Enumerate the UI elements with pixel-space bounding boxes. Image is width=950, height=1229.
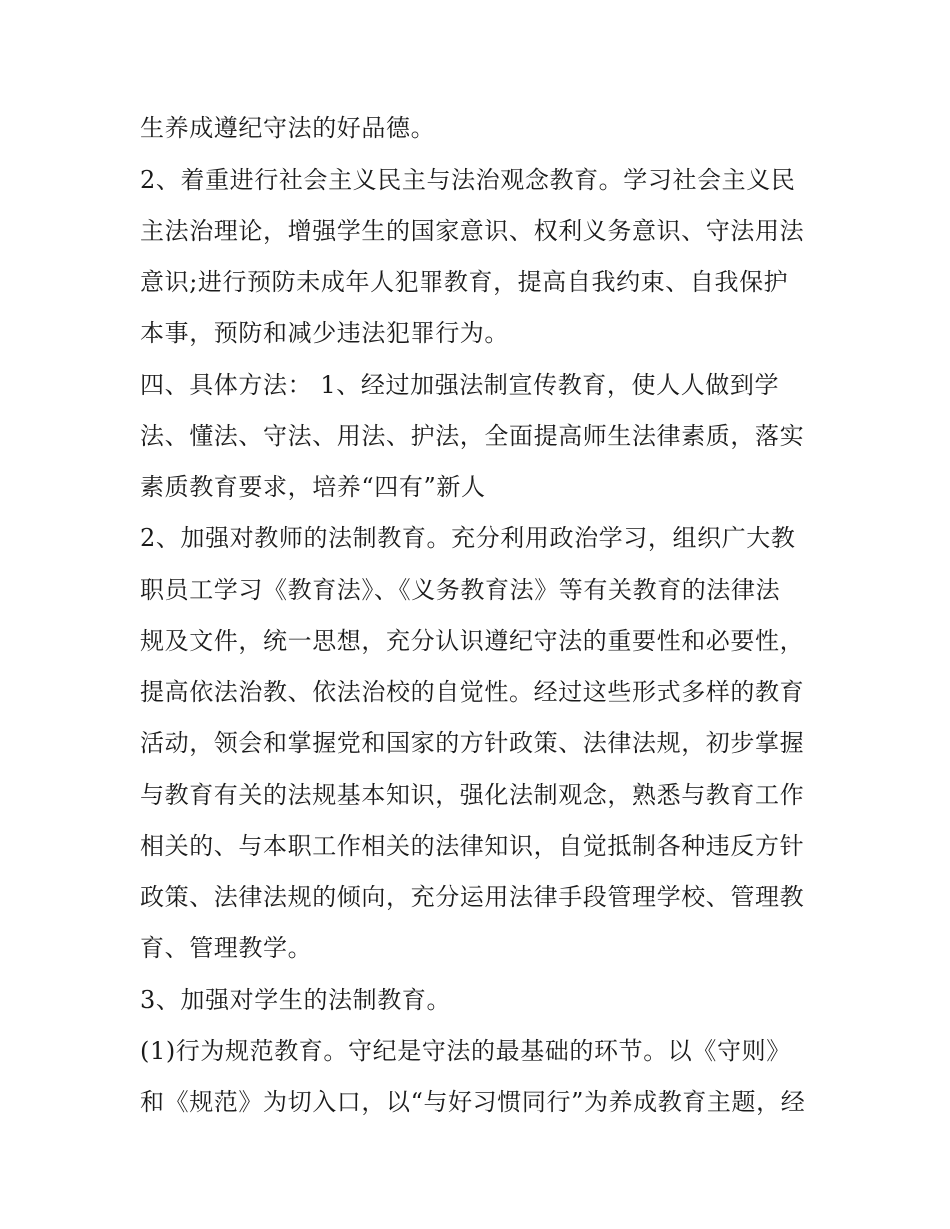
text-line-18: 3、加强对学生的法制教育。 xyxy=(140,986,452,1014)
text-line-14: 与教育有关的法规基本知识，强化法制观念，熟悉与教育工作 xyxy=(140,781,805,809)
text-line-12: 提高依法治教、依法治校的自觉性。经过这些形式多样的教育 xyxy=(140,678,805,706)
text-line-20: 和《规范》为切入口，以“与好习惯同行”为养成教育主题，经 xyxy=(140,1088,806,1116)
text-line-8: 素质教育要求，培养“四有”新人 xyxy=(140,473,486,501)
text-line-16: 政策、法律法规的倾向，充分运用法律手段管理学校、管理教 xyxy=(140,883,805,911)
text-line-6: 四、具体方法： 1、经过加强法制宣传教育，使人人做到学 xyxy=(140,371,780,399)
text-line-2: 2、着重进行社会主义民主与法治观念教育。学习社会主义民 xyxy=(140,166,796,194)
text-line-3: 主法治理论，增强学生的国家意识、权利义务意识、守法用法 xyxy=(140,217,805,245)
text-line-4: 意识;进行预防未成年人犯罪教育，提高自我约束、自我保护 xyxy=(140,268,789,296)
text-line-19: (1)行为规范教育。守纪是守法的最基础的环节。以《守则》 xyxy=(140,1037,791,1065)
text-line-15: 相关的、与本职工作相关的法律知识，自觉抵制各种违反方针 xyxy=(140,832,805,860)
text-line-9: 2、加强对教师的法制教育。充分利用政治学习，组织广大教 xyxy=(140,524,796,552)
text-line-5: 本事，预防和减少违法犯罪行为。 xyxy=(140,319,509,347)
text-line-17: 育、管理教学。 xyxy=(140,934,313,962)
text-line-11: 规及文件，统一思想，充分认识遵纪守法的重要性和必要性， xyxy=(140,627,805,655)
text-line-13: 活动，领会和掌握党和国家的方针政策、法律法规，初步掌握 xyxy=(140,729,805,757)
text-line-10: 职员工学习《教育法》、《义务教育法》等有关教育的法律法 xyxy=(140,576,781,604)
text-line-1: 生养成遵纪守法的好品德。 xyxy=(140,114,436,142)
text-line-7: 法、懂法、守法、用法、护法，全面提高师生法律素质，落实 xyxy=(140,422,805,450)
